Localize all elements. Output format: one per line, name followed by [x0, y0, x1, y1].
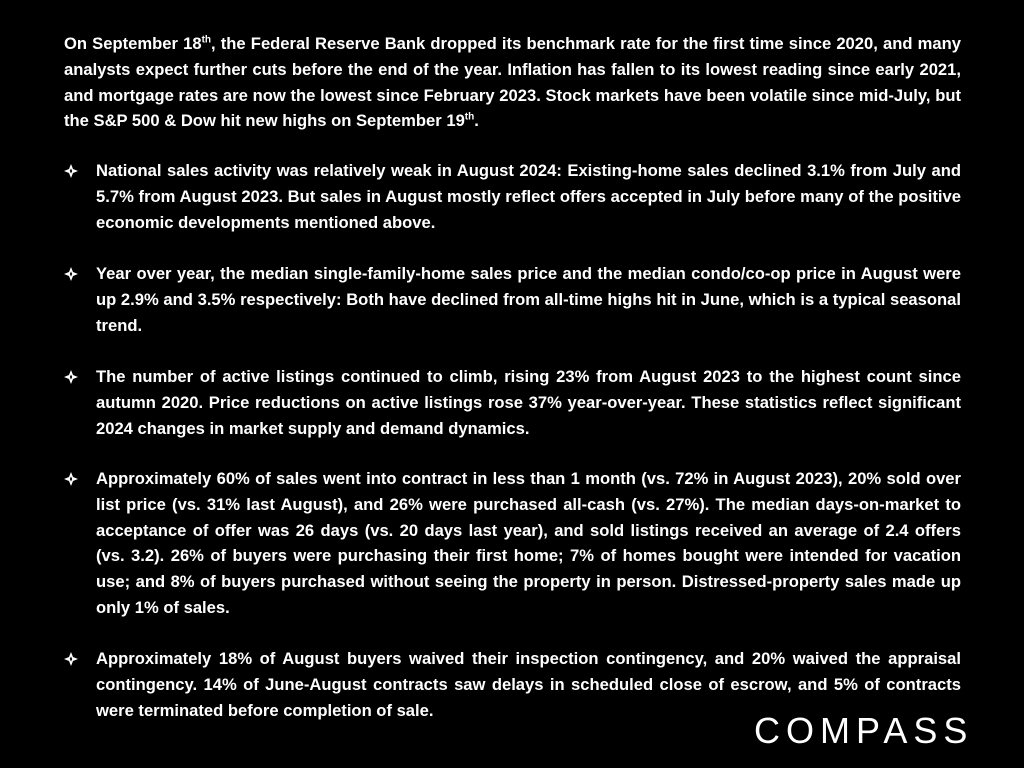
bullet-item: [64, 364, 961, 441]
bullet-text: Year over year, the median single-family-home sales price and the median condo/co-op price in August were up 2.9% and 3.5% respectively: Both have declined from all-time highs hit in June, which is a typical seasonal trend.: [96, 264, 961, 335]
compass-logo: COMPASS: [754, 710, 974, 751]
diamond-bullet-icon: [64, 261, 86, 287]
intro-text-part-3: .: [474, 111, 479, 131]
diamond-bullet-icon: [64, 158, 86, 184]
bullet-item: [64, 158, 961, 235]
bullet-text: The number of active listings continued to climb, rising 23% from August 2023 to the highest count since autumn 2020. Price reductions on active listings rose 37% year-over-year. These statistics reflect significant 2024 changes in market supply and demand dynamics.: [96, 367, 961, 438]
bullet-item: [64, 466, 961, 621]
intro-text-part-2: , the Federal Reserve Bank dropped its benchmark rate for the first time since 2020, and many analysts expect further cuts before the end of the year. Inflation has fallen to its lowest reading since early 2021, and mortgage rates are now the lowest since February 2023. Stock markets have been volatile since mid-July, but the S&P 500 & Dow hit new highs on September 19: [64, 34, 961, 131]
intro-paragraph: [64, 31, 961, 134]
bullet-text: National sales activity was relatively weak in August 2024: Existing-home sales declined 3.1% from July and 5.7% from August 2023. But sales in August mostly reflect offers accepted in July before many of the positive economic developments mentioned above.: [96, 161, 961, 232]
intro-text-part-1: On September 18: [64, 34, 202, 53]
intro-superscript-1: th: [201, 34, 212, 46]
bullet-item: [64, 261, 961, 338]
diamond-bullet-icon: [64, 364, 86, 390]
diamond-bullet-icon: [64, 646, 86, 672]
bullet-text: Approximately 60% of sales went into contract in less than 1 month (vs. 72% in August 2023), 20% sold over list price (vs. 31% last August), and 26% were purchased all-cash (vs. 27%). The median days-on-market to acceptance of offer was 26 days (vs. 20 days last year), and sold listings received an average of 2.4 offers (vs. 3.2). 26% of buyers were purchasing their first home; 7% of homes bought were intended for vacation use; and 8% of buyers purchased without seeing the property in person. Distressed-property sales made up only 1% of sales.: [96, 469, 961, 617]
intro-superscript-2: th: [464, 111, 475, 123]
diamond-bullet-icon: [64, 466, 86, 492]
bullet-text: Approximately 18% of August buyers waived their inspection contingency, and 20% waived the appraisal contingency. 14% of June-August contracts saw delays in scheduled close of escrow, and 5% of contracts were terminated before completion of sale.: [96, 649, 961, 720]
